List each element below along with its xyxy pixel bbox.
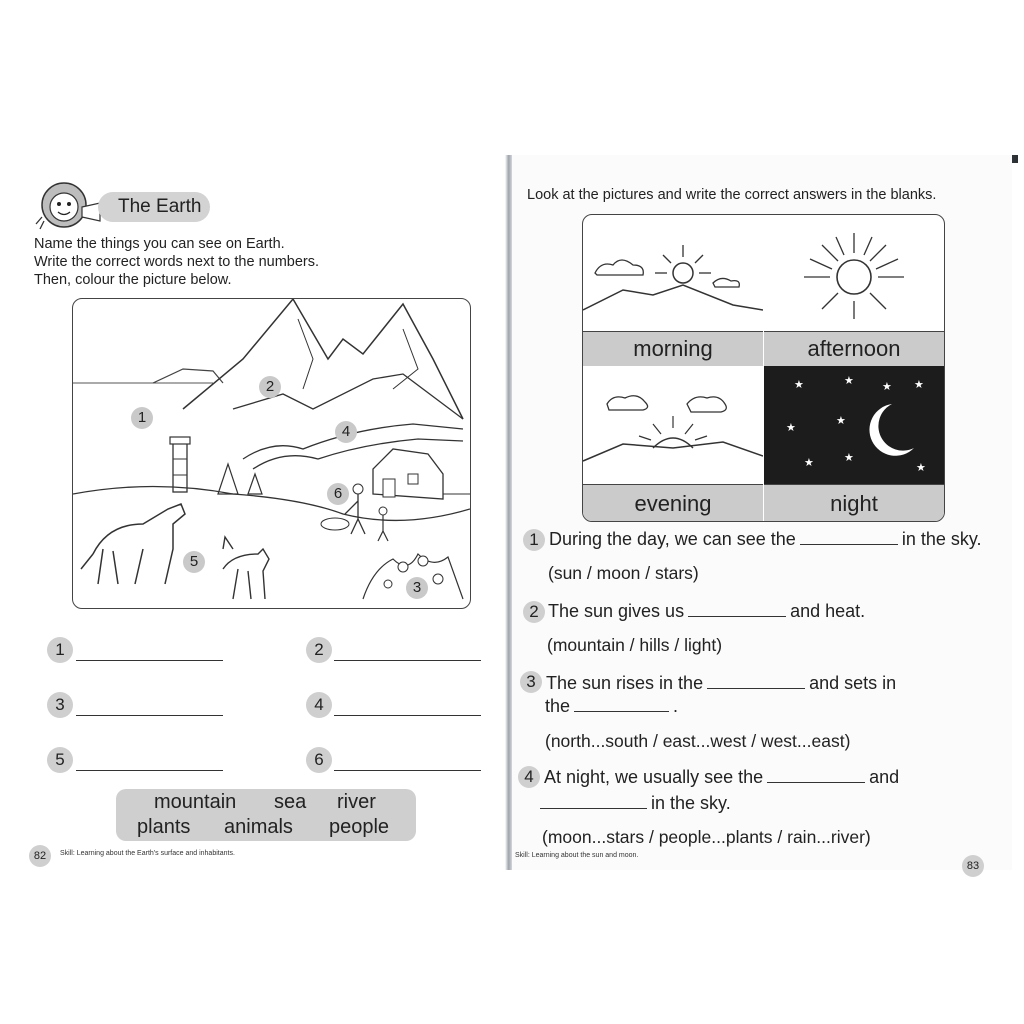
- time-of-day-panels: [582, 214, 945, 522]
- question-4-line2: in the sky.: [540, 793, 731, 814]
- svg-text:★: ★: [844, 451, 854, 464]
- question-4-options: (moon...stars / people...plants / rain...river): [542, 827, 871, 847]
- word-bank-word: sea: [274, 791, 307, 813]
- question-1-options: (sun / moon / stars): [548, 563, 699, 583]
- question-1-blank[interactable]: [800, 544, 898, 545]
- answer-number-1: 1: [47, 637, 73, 663]
- question-2-blank[interactable]: [688, 616, 786, 617]
- lion-mascot-icon: [34, 177, 104, 237]
- panel-evening: [583, 366, 763, 521]
- picture-label-3: 3: [406, 577, 428, 599]
- question-1-text: During the day, we can see the in the sky.: [549, 529, 982, 549]
- question-3-blank-b[interactable]: [574, 711, 669, 712]
- instruction-line: Then, colour the picture below.: [34, 272, 232, 288]
- instruction-line: Write the correct words next to the numbers.: [34, 254, 320, 270]
- skill-note: Skill: Learning about the sun and moon.: [515, 852, 639, 859]
- evening-sunset-icon: [583, 366, 763, 484]
- page-number: 83: [962, 855, 984, 877]
- page-title: The Earth: [98, 192, 210, 222]
- answer-blank-3[interactable]: [76, 715, 223, 716]
- right-page: [512, 155, 1012, 870]
- word-bank-word: mountain: [154, 791, 237, 813]
- svg-text:★: ★: [794, 378, 804, 391]
- picture-label-5: 5: [183, 551, 205, 573]
- svg-text:★: ★: [844, 374, 854, 387]
- picture-label-2: 2: [259, 376, 281, 398]
- question-number-2: 2: [523, 601, 545, 623]
- answer-number-6: 6: [306, 747, 332, 773]
- question-2-text: The sun gives us and heat.: [548, 601, 866, 621]
- night-moon-stars-icon: [764, 366, 944, 484]
- answer-blank-1[interactable]: [76, 660, 223, 661]
- question-4-blank-a[interactable]: [767, 782, 865, 783]
- svg-text:★: ★: [914, 378, 924, 391]
- question-4-blank-b[interactable]: [540, 808, 647, 809]
- question-3-text: The sun rises in the and sets in: [546, 673, 897, 693]
- picture-label-4: 4: [335, 421, 357, 443]
- earth-scene-picture: [72, 298, 471, 609]
- question-number-3: 3: [520, 671, 542, 693]
- word-bank-word: animals: [224, 816, 293, 838]
- left-page: [20, 155, 505, 870]
- answer-number-3: 3: [47, 692, 73, 718]
- svg-text:★: ★: [882, 380, 892, 393]
- morning-sun-icon: [583, 215, 763, 331]
- question-number-4: 4: [518, 766, 540, 788]
- earth-landscape-illustration: [73, 299, 470, 608]
- answer-blank-6[interactable]: [334, 770, 481, 771]
- panel-afternoon: [764, 215, 944, 365]
- answer-number-4: 4: [306, 692, 332, 718]
- svg-text:★: ★: [786, 421, 796, 434]
- answer-blank-2[interactable]: [334, 660, 481, 661]
- svg-text:★: ★: [916, 461, 926, 474]
- panel-night: [764, 366, 944, 521]
- question-4-text: At night, we usually see the and: [544, 767, 900, 787]
- instruction-text: Look at the pictures and write the correct answers in the blanks.: [527, 187, 937, 203]
- page-number: 82: [29, 845, 51, 867]
- panel-label-morning: morning: [583, 331, 763, 366]
- panel-label-night: night: [764, 484, 944, 522]
- question-3-line2: the .: [545, 696, 679, 716]
- word-bank: [116, 789, 416, 841]
- answer-number-2: 2: [306, 637, 332, 663]
- answer-number-5: 5: [47, 747, 73, 773]
- panel-label-evening: evening: [583, 484, 763, 522]
- skill-note: Skill: Learning about the Earth's surface and inhabitants.: [60, 850, 235, 857]
- picture-label-1: 1: [131, 407, 153, 429]
- panel-morning: [583, 215, 763, 365]
- word-bank-word: people: [329, 816, 390, 838]
- picture-label-6: 6: [327, 483, 349, 505]
- question-number-1: 1: [523, 529, 545, 551]
- panel-label-afternoon: afternoon: [764, 331, 944, 366]
- question-3-options: (north...south / east...west / west...east): [545, 731, 851, 751]
- svg-text:★: ★: [804, 456, 814, 469]
- question-2-options: (mountain / hills / light): [547, 635, 723, 655]
- svg-text:★: ★: [836, 414, 846, 427]
- word-bank-word: river: [337, 791, 376, 813]
- answer-blank-5[interactable]: [76, 770, 223, 771]
- answer-blank-4[interactable]: [334, 715, 481, 716]
- word-bank-word: plants: [137, 816, 191, 838]
- question-3-blank-a[interactable]: [707, 688, 805, 689]
- afternoon-sun-icon: [764, 215, 944, 331]
- instruction-line: Name the things you can see on Earth.: [34, 236, 285, 252]
